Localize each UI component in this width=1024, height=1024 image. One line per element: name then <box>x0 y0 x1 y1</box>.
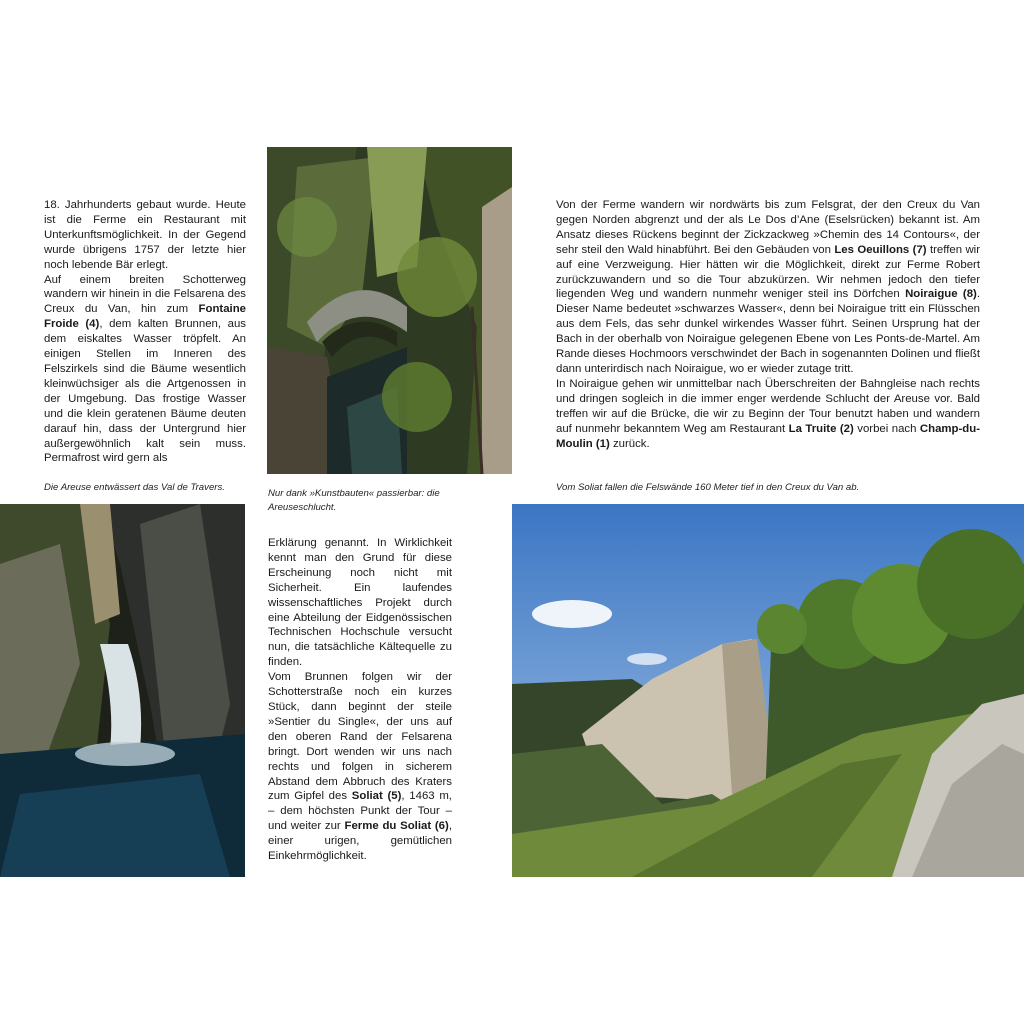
paragraph <box>556 198 980 377</box>
text-run: . Dieser Name bedeutet »schwarzes Wasser«, denn bei Noiraigue tritt ein Flüsschen aus dem Fels, das sehr dunkel wirkendes Wasser führt. Seinen Ursprung hat der Bach in der oberhalb von Noiraigue gelegenen Ebene von Les Ponts-de-Martel. Am Rande dieses Hochmoors verschwindet der Bach in sogenannten Dolinen und fließt dann unterirdisch nach Noiraigue, wo er wieder zutage tritt. <box>556 288 981 375</box>
place-name: Noiraigue (8) <box>905 288 977 301</box>
text-run: Von der Ferme wandern wir nordwärts bis zum Felsgrat, der den Creux du Van gegen Norden abgrenzt und der als Le Dos d’Ane (Eselsrücken) bekannt ist. Am Ansatz dieses Rückens beginnt der Zickzackweg »Chemin des 14 Contours«, der sehr steil den Wald hinabführt. Bei den Gebäuden von <box>556 199 980 256</box>
text-column-left <box>44 198 246 466</box>
text-run: , einer urigen, gemütlichen Einkehrmöglichkeit. <box>268 820 452 863</box>
text-run: , 1463 m, – dem höchsten Punkt der Tour – und weiter zur <box>268 790 452 833</box>
photo-waterfall <box>0 504 245 877</box>
place-name: Ferme du Soliat (6) <box>344 820 449 833</box>
text-run: In Noiraigue gehen wir unmittelbar nach Überschreiten der Bahngleise nach rechts und dringen sogleich in die immer enger werdende Schlucht der Areuse vor. Bald treffen wir auf die Brücke, die wir zu Beginn der Tour benutzt haben und wandern auf nunmehr bekanntem Weg am Restaurant <box>556 377 980 435</box>
text-run: , dem kalten Brunnen, aus dem eiskaltes Wasser tröpfelt. An einigen Stellen im Inneren des Felszirkels sind die Bäume wesentlich kleinwüchsiger als die Artgenossen in der Umgebung. Das frostige Wasser und die klein geratenen Bäume deuten darauf hin, dass der Untergrund hier außergewöhnlich kalt sein muss. Permafrost wird gern als <box>44 318 246 465</box>
photo-cliffs <box>512 504 1024 877</box>
paragraph <box>268 670 452 864</box>
place-name: Soliat (5) <box>351 790 402 803</box>
text-run: vorbei nach <box>853 422 920 435</box>
text-column-middle <box>268 536 452 864</box>
text-run: Erklärung genannt. In Wirklichkeit kennt man den Grund für diese Erscheinung noch nicht mit Sicherheit. Ein laufendes wissenschaftliches Projekt durch eine Abteilung der Eidgenössischen Technischen Hochschule versucht nun, die tatsächliche Kältequelle zu finden. <box>268 537 452 669</box>
caption-gorge-bridge: Nur dank »Kunstbauten« passierbar: die Areuseschlucht. <box>268 488 440 513</box>
photo-gorge-bridge <box>267 147 512 474</box>
text-run: treffen wir auf eine Verzweigung. Hier hätten wir die Möglichkeit, direkt zur Ferme Robert zurückzuwandern und so die Tour abzukürzen. Wir nehmen jedoch den tiefer liegenden Weg und wandern nunmehr weniger steil ins Dörfchen <box>556 243 980 301</box>
text-run: Vom Brunnen folgen wir der Schotterstraße noch ein kurzes Stück, dann beginnt der steile »Sentier du Single«, der uns auf den oberen Rand der Felsarena bringt. Dort wenden wir uns nach rechts und folgen in sicherem Abstand dem Abbruch des Kraters zum Gipfel des <box>268 671 452 803</box>
paragraph <box>44 273 246 467</box>
place-name: Champ-du-Moulin (1) <box>556 422 980 450</box>
place-name: La Truite (2) <box>788 422 854 435</box>
caption-cliffs: Vom Soliat fallen die Felswände 160 Meter tief in den Creux du Van ab. <box>556 482 860 493</box>
place-name: Fontaine Froide (4) <box>44 303 246 331</box>
paragraph <box>268 536 452 670</box>
caption-waterfall: Die Areuse entwässert das Val de Travers. <box>44 482 225 493</box>
text-column-right <box>556 198 980 451</box>
text-run: 18. Jahrhunderts gebaut wurde. Heute ist die Ferme ein Restaurant mit Unterkunftsmöglichkeit. In der Gegend wurde übrigens 1757 der letzte hier noch lebende Bär erlegt. <box>44 199 246 271</box>
paragraph <box>44 198 246 273</box>
text-run: zurück. <box>609 437 650 450</box>
paragraph <box>556 377 980 452</box>
place-name: Les Oeuillons (7) <box>834 243 927 256</box>
text-run: Auf einem breiten Schotterweg wandern wir hinein in die Felsarena des Creux du Van, hin zum <box>44 273 246 316</box>
